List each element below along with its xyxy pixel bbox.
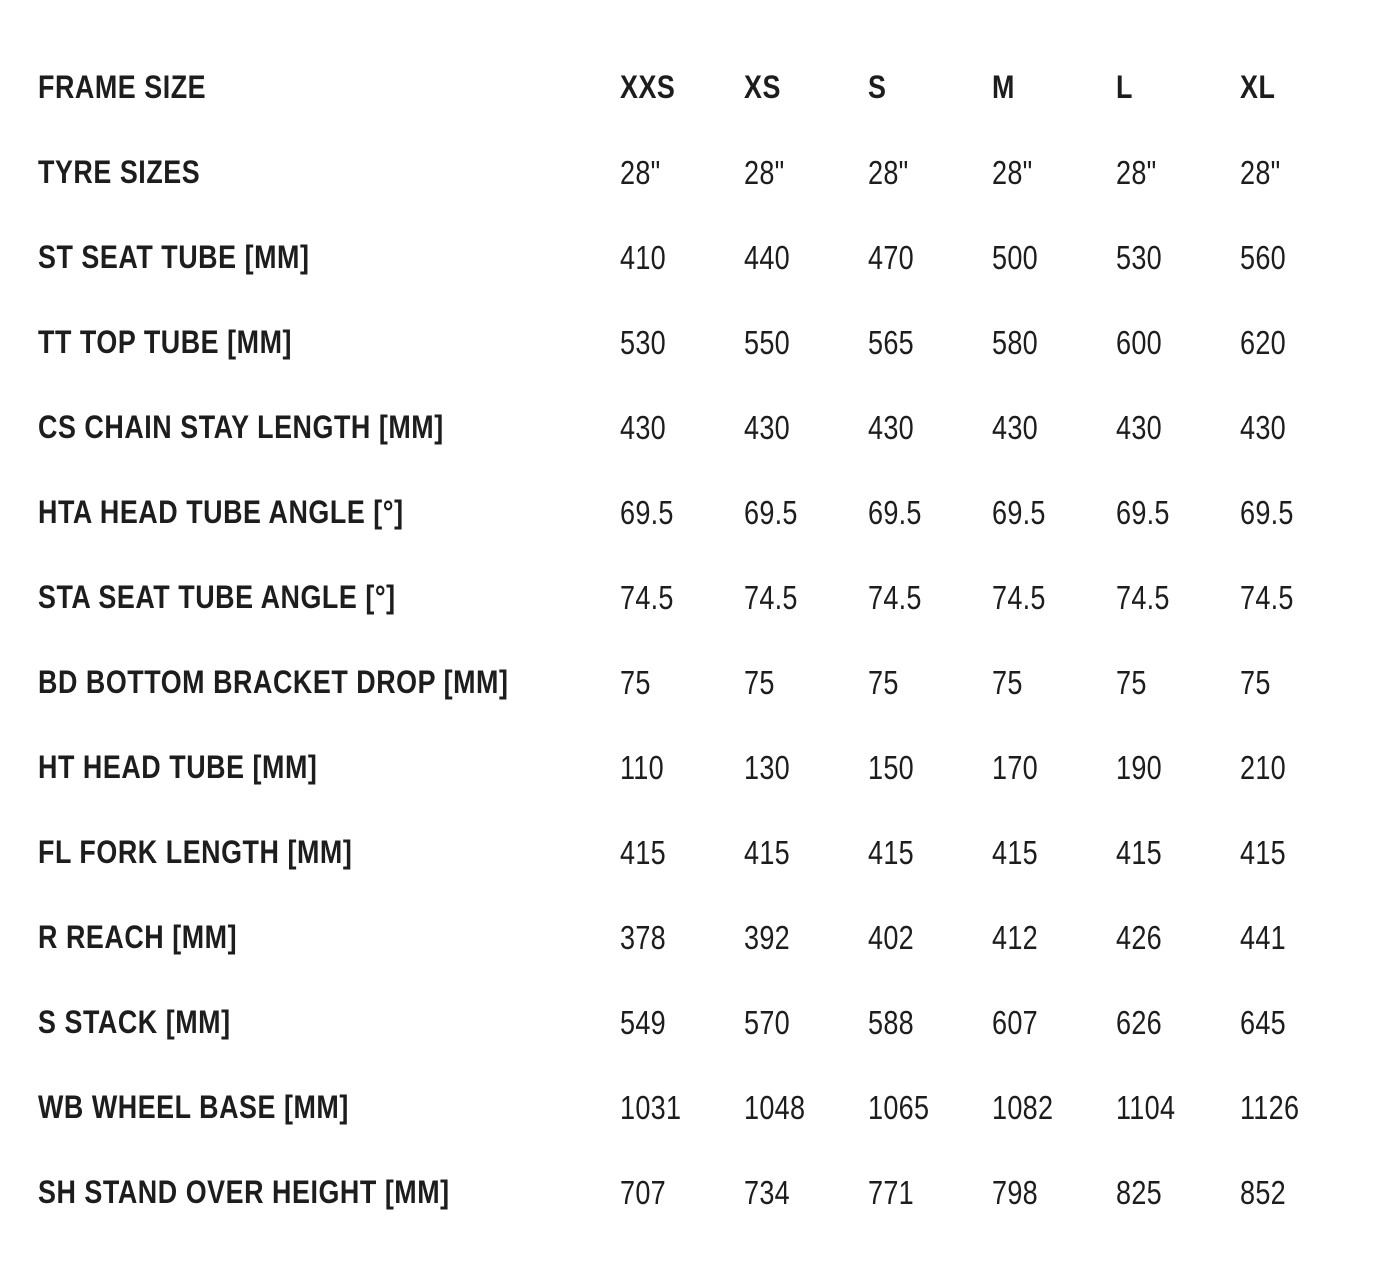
row-label-text: FL FORK LENGTH [MM] — [38, 834, 353, 870]
cell-value — [620, 810, 744, 895]
cell-value — [868, 1150, 992, 1235]
cell-value-text: 402 — [868, 918, 914, 956]
cell-value-text: 1065 — [868, 1088, 930, 1126]
cell-value-text: 645 — [1240, 1003, 1286, 1041]
cell-value — [1116, 470, 1240, 555]
cell-value-text: 170 — [992, 748, 1038, 786]
cell-value-text: 74.5 — [1116, 578, 1170, 616]
cell-value — [868, 215, 992, 300]
row-label — [38, 130, 620, 215]
cell-value-text: 570 — [744, 1003, 790, 1041]
row-label-text: TYRE SIZES — [38, 154, 201, 190]
cell-value — [868, 130, 992, 215]
cell-value-text: 430 — [620, 408, 666, 446]
cell-value — [1240, 215, 1364, 300]
cell-value — [620, 1065, 744, 1150]
cell-value-text: 588 — [868, 1003, 914, 1041]
header-row-label-text: FRAME SIZE — [38, 69, 207, 105]
column-header-xxs — [620, 45, 744, 130]
cell-value-text: 69.5 — [1240, 493, 1294, 531]
cell-value-text: 28" — [744, 153, 785, 191]
row-label — [38, 470, 620, 555]
cell-value — [868, 640, 992, 725]
cell-value-text: 626 — [1116, 1003, 1162, 1041]
cell-value — [620, 1150, 744, 1235]
column-header-xl-text: XL — [1240, 69, 1276, 105]
cell-value — [992, 470, 1116, 555]
cell-value — [620, 555, 744, 640]
cell-value — [992, 895, 1116, 980]
column-header-s — [868, 45, 992, 130]
cell-value — [1240, 385, 1364, 470]
cell-value-text: 75 — [868, 663, 899, 701]
cell-value — [744, 470, 868, 555]
cell-value — [868, 810, 992, 895]
cell-value-text: 1082 — [992, 1088, 1054, 1126]
cell-value — [1116, 300, 1240, 385]
cell-value-text: 415 — [620, 833, 666, 871]
cell-value — [620, 640, 744, 725]
cell-value-text: 549 — [620, 1003, 666, 1041]
row-label-text: HT HEAD TUBE [MM] — [38, 749, 318, 785]
cell-value — [744, 640, 868, 725]
cell-value-text: 412 — [992, 918, 1038, 956]
column-header-l-text: L — [1116, 69, 1133, 105]
cell-value-text: 440 — [744, 238, 790, 276]
cell-value-text: 392 — [744, 918, 790, 956]
cell-value — [1116, 895, 1240, 980]
cell-value-text: 430 — [1240, 408, 1286, 446]
cell-value-text: 110 — [620, 748, 664, 786]
cell-value-text: 426 — [1116, 918, 1162, 956]
cell-value-text: 550 — [744, 323, 790, 361]
cell-value — [992, 640, 1116, 725]
cell-value-text: 69.5 — [1116, 493, 1170, 531]
cell-value — [992, 555, 1116, 640]
cell-value — [620, 470, 744, 555]
row-label-text: CS CHAIN STAY LENGTH [MM] — [38, 409, 444, 445]
cell-value — [1240, 130, 1364, 215]
cell-value-text: 75 — [1116, 663, 1147, 701]
cell-value — [620, 725, 744, 810]
cell-value-text: 74.5 — [868, 578, 922, 616]
cell-value-text: 430 — [992, 408, 1038, 446]
row-label — [38, 300, 620, 385]
cell-value-text: 771 — [868, 1173, 914, 1211]
cell-value — [1240, 1065, 1364, 1150]
cell-value-text: 1126 — [1240, 1088, 1300, 1126]
row-label-text: SH STAND OVER HEIGHT [MM] — [38, 1174, 450, 1210]
row-label — [38, 1150, 620, 1235]
cell-value-text: 565 — [868, 323, 914, 361]
cell-value — [744, 555, 868, 640]
cell-value — [1240, 640, 1364, 725]
geometry-table — [38, 45, 1364, 1235]
cell-value-text: 430 — [744, 408, 790, 446]
cell-value-text: 410 — [620, 238, 666, 276]
cell-value — [620, 130, 744, 215]
cell-value-text: 69.5 — [992, 493, 1046, 531]
cell-value — [1116, 1065, 1240, 1150]
cell-value — [992, 1065, 1116, 1150]
cell-value-text: 74.5 — [744, 578, 798, 616]
cell-value — [744, 300, 868, 385]
cell-value-text: 130 — [744, 748, 790, 786]
cell-value-text: 75 — [620, 663, 651, 701]
row-label-text: BD BOTTOM BRACKET DROP [MM] — [38, 664, 509, 700]
row-label — [38, 555, 620, 640]
cell-value — [868, 725, 992, 810]
cell-value-text: 470 — [868, 238, 914, 276]
cell-value — [1240, 980, 1364, 1065]
cell-value-text: 734 — [744, 1173, 790, 1211]
cell-value-text: 1104 — [1116, 1088, 1176, 1126]
cell-value-text: 378 — [620, 918, 666, 956]
cell-value — [1116, 810, 1240, 895]
column-header-xl — [1240, 45, 1364, 130]
cell-value — [744, 810, 868, 895]
cell-value-text: 798 — [992, 1173, 1038, 1211]
row-label — [38, 1065, 620, 1150]
cell-value-text: 500 — [992, 238, 1038, 276]
cell-value-text: 75 — [992, 663, 1023, 701]
cell-value-text: 74.5 — [620, 578, 674, 616]
cell-value — [1240, 1150, 1364, 1235]
cell-value-text: 415 — [744, 833, 790, 871]
cell-value — [744, 1150, 868, 1235]
cell-value-text: 580 — [992, 323, 1038, 361]
cell-value-text: 1048 — [744, 1088, 806, 1126]
cell-value — [992, 130, 1116, 215]
cell-value — [1116, 725, 1240, 810]
cell-value-text: 530 — [1116, 238, 1162, 276]
row-label-text: WB WHEEL BASE [MM] — [38, 1089, 349, 1125]
cell-value — [992, 980, 1116, 1065]
cell-value — [744, 130, 868, 215]
cell-value — [620, 300, 744, 385]
cell-value — [1116, 980, 1240, 1065]
column-header-xxs-text: XXS — [620, 69, 676, 105]
cell-value-text: 69.5 — [868, 493, 922, 531]
row-label-text: S STACK [MM] — [38, 1004, 231, 1040]
cell-value — [744, 895, 868, 980]
row-label-text: STA SEAT TUBE ANGLE [°] — [38, 579, 396, 615]
cell-value — [868, 300, 992, 385]
cell-value-text: 560 — [1240, 238, 1286, 276]
cell-value-text: 74.5 — [1240, 578, 1294, 616]
cell-value — [1116, 555, 1240, 640]
cell-value — [868, 555, 992, 640]
cell-value-text: 1031 — [620, 1088, 682, 1126]
cell-value-text: 190 — [1116, 748, 1162, 786]
cell-value-text: 707 — [620, 1173, 666, 1211]
cell-value — [1240, 555, 1364, 640]
cell-value-text: 620 — [1240, 323, 1286, 361]
cell-value — [1240, 725, 1364, 810]
row-label-text: TT TOP TUBE [MM] — [38, 324, 292, 360]
cell-value — [992, 810, 1116, 895]
cell-value — [868, 895, 992, 980]
cell-value-text: 430 — [1116, 408, 1162, 446]
cell-value-text: 28" — [620, 153, 661, 191]
header-row-label — [38, 45, 620, 130]
cell-value — [992, 385, 1116, 470]
cell-value — [1116, 1150, 1240, 1235]
cell-value — [868, 1065, 992, 1150]
cell-value-text: 607 — [992, 1003, 1038, 1041]
cell-value-text: 28" — [1116, 153, 1157, 191]
cell-value — [1116, 130, 1240, 215]
cell-value-text: 74.5 — [992, 578, 1046, 616]
cell-value — [1240, 470, 1364, 555]
cell-value-text: 75 — [744, 663, 775, 701]
cell-value — [1240, 895, 1364, 980]
row-label — [38, 640, 620, 725]
cell-value — [620, 215, 744, 300]
row-label — [38, 980, 620, 1065]
cell-value — [992, 725, 1116, 810]
column-header-xs-text: XS — [744, 69, 781, 105]
cell-value-text: 415 — [868, 833, 914, 871]
cell-value — [1116, 215, 1240, 300]
cell-value — [744, 1065, 868, 1150]
cell-value-text: 852 — [1240, 1173, 1286, 1211]
row-label-text: ST SEAT TUBE [MM] — [38, 239, 310, 275]
row-label — [38, 810, 620, 895]
cell-value-text: 430 — [868, 408, 914, 446]
cell-value-text: 415 — [1116, 833, 1162, 871]
cell-value — [1116, 640, 1240, 725]
cell-value-text: 28" — [992, 153, 1033, 191]
cell-value — [744, 980, 868, 1065]
cell-value — [868, 385, 992, 470]
cell-value — [992, 300, 1116, 385]
cell-value-text: 28" — [1240, 153, 1281, 191]
row-label-text: HTA HEAD TUBE ANGLE [°] — [38, 494, 404, 530]
cell-value-text: 600 — [1116, 323, 1162, 361]
cell-value-text: 415 — [992, 833, 1038, 871]
cell-value — [992, 215, 1116, 300]
cell-value — [868, 980, 992, 1065]
column-header-m — [992, 45, 1116, 130]
cell-value — [744, 385, 868, 470]
cell-value-text: 210 — [1240, 748, 1286, 786]
column-header-l — [1116, 45, 1240, 130]
row-label — [38, 215, 620, 300]
cell-value — [744, 725, 868, 810]
cell-value — [1240, 300, 1364, 385]
cell-value — [1116, 385, 1240, 470]
cell-value-text: 69.5 — [744, 493, 798, 531]
cell-value — [744, 215, 868, 300]
column-header-s-text: S — [868, 69, 887, 105]
cell-value — [992, 1150, 1116, 1235]
cell-value — [620, 385, 744, 470]
cell-value — [868, 470, 992, 555]
cell-value-text: 69.5 — [620, 493, 674, 531]
cell-value-text: 415 — [1240, 833, 1286, 871]
row-label — [38, 385, 620, 470]
cell-value — [620, 895, 744, 980]
column-header-xs — [744, 45, 868, 130]
column-header-m-text: M — [992, 69, 1015, 105]
cell-value-text: 825 — [1116, 1173, 1162, 1211]
cell-value — [1240, 810, 1364, 895]
cell-value-text: 28" — [868, 153, 909, 191]
cell-value — [620, 980, 744, 1065]
row-label — [38, 725, 620, 810]
cell-value-text: 75 — [1240, 663, 1271, 701]
row-label-text: R REACH [MM] — [38, 919, 238, 955]
cell-value-text: 441 — [1240, 918, 1286, 956]
row-label — [38, 895, 620, 980]
cell-value-text: 530 — [620, 323, 666, 361]
cell-value-text: 150 — [868, 748, 914, 786]
